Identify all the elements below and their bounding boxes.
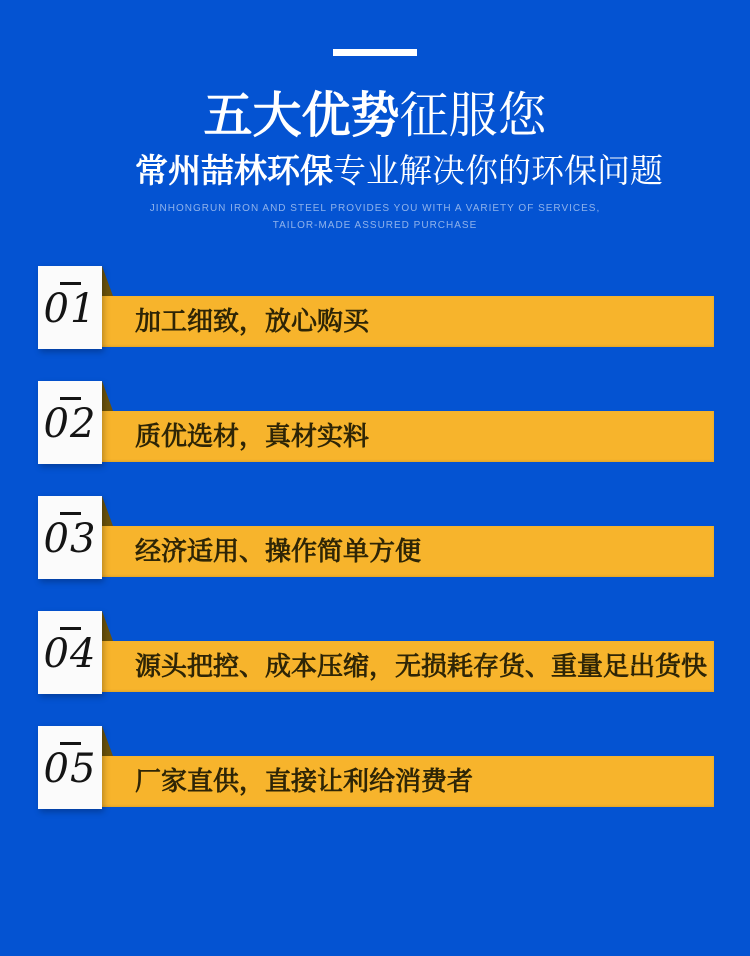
number-card	[38, 726, 102, 809]
header-dash-bar	[333, 49, 417, 56]
advantage-ribbon	[60, 411, 714, 462]
ribbon-fold-shadow	[102, 726, 113, 756]
advantage-text: 经济适用、操作简单方便	[135, 536, 422, 566]
number-dash	[60, 397, 81, 400]
number-dash	[60, 742, 81, 745]
title-bold-segment: 五大优势	[203, 89, 400, 143]
ribbon-fold-shadow	[102, 496, 113, 526]
page-title	[0, 90, 750, 142]
advantage-text: 加工细致，放心购买	[135, 306, 370, 336]
advantage-number: 01	[43, 286, 97, 332]
advantage-ribbon	[60, 296, 714, 347]
title-light-segment: 征服您	[399, 89, 547, 143]
number-dash	[60, 512, 81, 515]
advantage-item-3	[0, 496, 750, 579]
advantage-ribbon	[60, 526, 714, 577]
number-dash	[60, 282, 81, 285]
subtitle-tagline: 专业解决你的环保问题	[333, 152, 663, 189]
advantage-list	[0, 266, 750, 841]
number-card	[38, 381, 102, 464]
number-card	[38, 266, 102, 349]
advantage-ribbon	[60, 641, 714, 692]
number-card	[38, 496, 102, 579]
ribbon-fold-shadow	[102, 266, 113, 296]
ribbon-fold-shadow	[102, 611, 113, 641]
subtitle-company: 常州喆林环保	[135, 152, 333, 189]
advantage-ribbon	[60, 756, 714, 807]
number-dash	[60, 627, 81, 630]
advantage-item-2	[0, 381, 750, 464]
advantage-number: 05	[43, 746, 97, 792]
advantage-text: 质优选材，真材实料	[135, 421, 370, 451]
advantage-item-4	[0, 611, 750, 694]
advantage-text: 源头把控、成本压缩，无损耗存货、重量足出货快	[135, 651, 708, 681]
advantage-text: 厂家直供，直接让利给消费者	[135, 766, 474, 796]
advantage-number: 03	[43, 516, 97, 562]
advantage-number: 04	[43, 631, 97, 677]
ribbon-fold-shadow	[102, 381, 113, 411]
tagline-line2: TAILOR-MADE ASSURED PURCHASE	[272, 220, 478, 231]
advantage-number: 02	[43, 401, 97, 447]
number-card	[38, 611, 102, 694]
subtitle	[24, 153, 750, 189]
advantage-item-5	[0, 726, 750, 809]
tagline-line1: JINHONGRUN IRON AND STEEL PROVIDES YOU WITH A VARIETY OF SERVICES,	[149, 203, 601, 214]
advantage-item-1	[0, 266, 750, 349]
